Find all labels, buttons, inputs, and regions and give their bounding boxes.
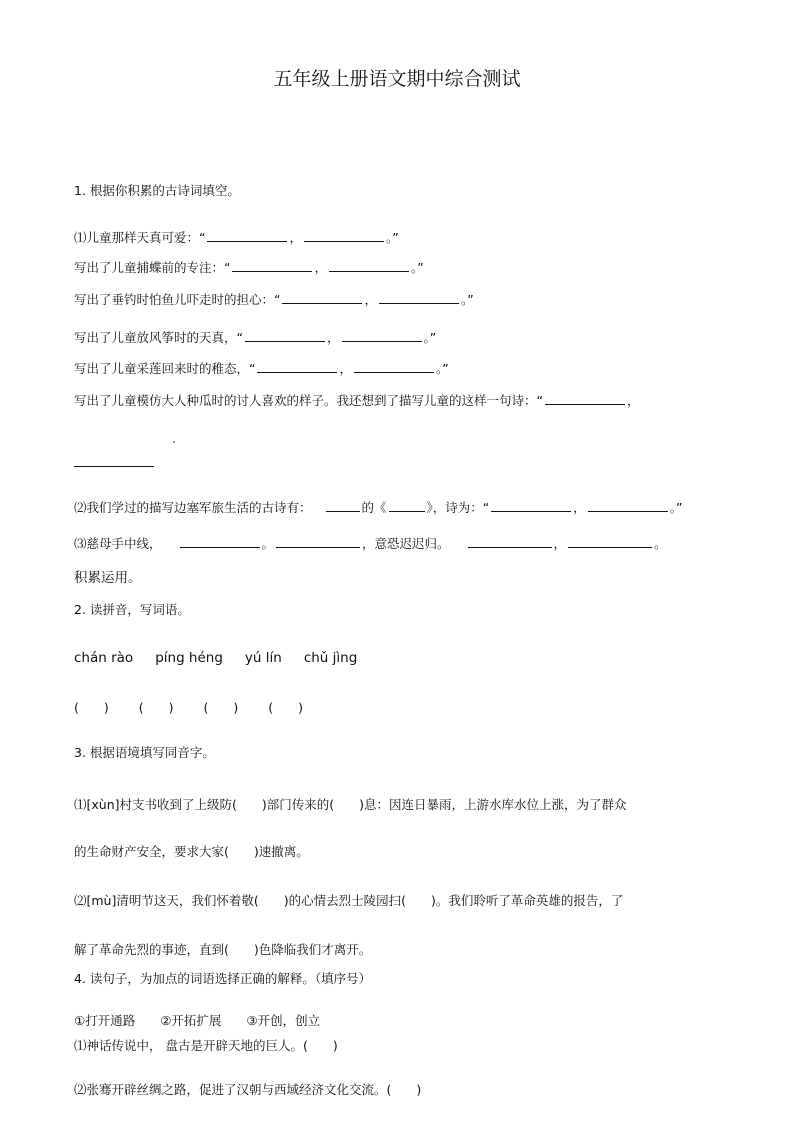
answer-blank[interactable] (282, 291, 362, 304)
pinyin-item: píng héng (155, 650, 223, 666)
q1-line-3-text: 写出了垂钓时怕鱼儿吓走时的担心：“ (74, 292, 281, 307)
answer-blank[interactable] (342, 329, 422, 342)
q1-line-5-end: 。” (436, 361, 449, 376)
answer-blank[interactable] (389, 499, 425, 512)
q1-line-1-comma: ， (289, 230, 302, 245)
q1-line-3 (74, 291, 474, 308)
q1-line-8-poem-open: 的《 (361, 500, 387, 515)
q1-line-4-text: 写出了儿童放风筝时的天真，“ (74, 330, 243, 345)
q3-para-1a: ⑴[xùn]村支书收到了上级防( )部门传来的( )息：因连日暴雨，上游水库水位上涨，为了群众 (74, 797, 627, 812)
q2-pinyin-row (74, 650, 379, 666)
q3-para-1b: 的生命财产安全，要求大家( )速撤离。 (74, 844, 309, 859)
q1-line-8-end: 。” (669, 500, 683, 515)
answer-parens[interactable]: ( ) (138, 700, 174, 715)
q1-line-9-text: ⑶慈母手中线， (74, 536, 162, 551)
q1-line-2-end: 。” (411, 260, 424, 275)
q1-line-3-end: 。” (461, 292, 474, 307)
answer-blank[interactable] (74, 454, 154, 467)
q1-line-6-text: 写出了儿童模仿大人种瓜时的讨人喜欢的样子。我还想到了描写儿童的这样一句诗：“ (74, 393, 543, 408)
q2-heading: 2. 读拼音，写词语。 (74, 602, 190, 617)
q1-line-8-comma: ， (573, 500, 586, 515)
q1-line-1 (74, 229, 399, 246)
section-label: 积累运用。 (74, 570, 142, 586)
answer-blank[interactable] (180, 535, 260, 548)
q2-answer-row (74, 700, 333, 716)
q4-sentence-2: ⑵张骞开辟丝绸之路，促进了汉朝与西域经济文化交流。( ) (74, 1082, 422, 1097)
q1-line-8-text: ⑵我们学过的描写边塞军旅生活的古诗有： (74, 500, 312, 515)
q4-heading: 4. 读句子，为加点的词语选择正确的解释。（填序号） (74, 971, 372, 986)
q1-line-9-end: 。 (654, 536, 667, 551)
answer-blank[interactable] (326, 499, 360, 512)
q1-line-7 (74, 454, 154, 471)
q1-line-2 (74, 259, 424, 276)
q1-line-3-comma: ， (364, 292, 377, 307)
q3-heading: 3. 根据语境填写同音字。 (74, 745, 215, 760)
pinyin-item: chán rào (74, 650, 134, 666)
q1-line-8-poem-close: 》，诗为：“ (426, 500, 490, 515)
answer-blank[interactable] (232, 259, 312, 272)
answer-blank[interactable] (257, 360, 337, 373)
pinyin-item: yú lín (244, 650, 282, 666)
pinyin-item: chǔ jìng (303, 650, 358, 666)
answer-blank[interactable] (304, 229, 384, 242)
q1-line-5 (74, 360, 449, 377)
answer-blank[interactable] (468, 535, 552, 548)
q3-para-2b: 解了革命先烈的事迹，直到( )色降临我们才离开。 (74, 942, 372, 957)
q1-line-9 (74, 535, 667, 552)
q1-line-9-middle: ，意恐迟迟归。 (362, 536, 450, 551)
answer-blank[interactable] (245, 329, 325, 342)
q4-sentence-1: ⑴神话传说中， 盘古是开辟天地的巨人。( ) (74, 1038, 338, 1053)
answer-parens[interactable]: ( ) (203, 700, 239, 715)
q1-line-9-period: 。 (261, 536, 275, 551)
q1-line-1-end: 。” (386, 230, 399, 245)
answer-blank[interactable] (379, 291, 459, 304)
q1-line-4-comma: ， (326, 330, 340, 345)
answer-blank[interactable] (354, 360, 434, 373)
answer-blank[interactable] (491, 499, 571, 512)
page-title: 五年级上册语文期中综合测试 (273, 68, 521, 90)
q1-heading: 1. 根据你积累的古诗词填空。 (74, 183, 240, 198)
q1-line-4 (74, 329, 436, 346)
answer-blank[interactable] (545, 392, 625, 405)
q1-line-2-comma: ， (314, 260, 327, 275)
q1-line-8 (74, 499, 683, 516)
answer-blank[interactable] (568, 535, 652, 548)
answer-parens[interactable]: ( ) (74, 700, 109, 715)
q1-line-6 (74, 392, 640, 409)
q3-para-2a: ⑵[mù]清明节这天，我们怀着敬( )的心情去烈士陵园扫( )。我们聆听了革命英雄的报告，了 (74, 893, 624, 908)
q4-options: ①打开通路 ②开拓扩展 ③开创，创立 (74, 1013, 321, 1028)
answer-blank[interactable] (588, 499, 668, 512)
answer-blank[interactable] (276, 535, 360, 548)
stray-mark (173, 441, 175, 443)
q1-line-9-comma: ， (553, 536, 567, 551)
q1-line-4-end: 。” (423, 330, 437, 345)
q1-line-2-text: 写出了儿童捕蝶前的专注：“ (74, 260, 231, 275)
q1-line-1-text: ⑴儿童那样天真可爱：“ (74, 230, 206, 245)
q1-line-5-text: 写出了儿童采莲回来时的稚态，“ (74, 361, 256, 376)
answer-blank[interactable] (329, 259, 409, 272)
q1-line-6-end: ， (626, 393, 640, 408)
q1-line-5-comma: ， (339, 361, 352, 376)
answer-parens[interactable]: ( ) (268, 700, 304, 715)
answer-blank[interactable] (207, 229, 287, 242)
